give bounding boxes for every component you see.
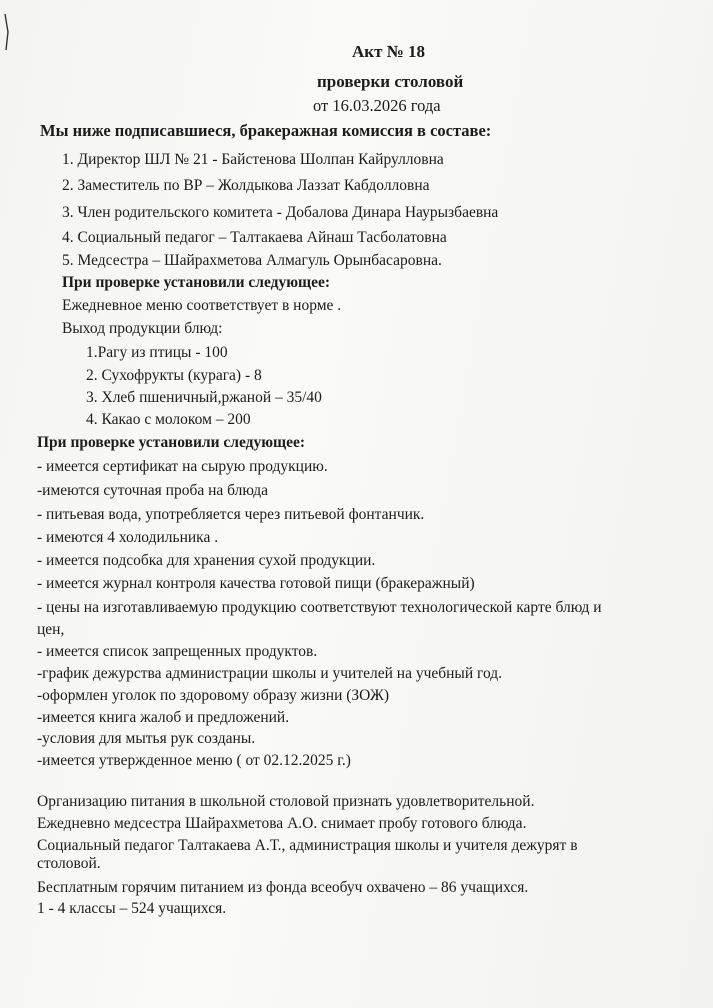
finding-item: -оформлен уголок по здоровому образу жизни (ЗОЖ) bbox=[37, 687, 390, 704]
act-title: Акт № 18 bbox=[352, 42, 426, 61]
finding-item: - питьевая вода, употребляется через питьевой фонтанчик. bbox=[37, 506, 425, 523]
finding-item: цен, bbox=[37, 621, 65, 638]
section-heading: При проверке установили следующее: bbox=[37, 434, 306, 451]
finding-item: - имеется журнал контроля качества готовой пищи (бракеражный) bbox=[37, 575, 475, 592]
dish-item: 3. Хлеб пшеничный,ржаной – 35/40 bbox=[86, 389, 322, 406]
pen-mark bbox=[2, 12, 12, 52]
conclusion-line: Ежедневно медсестра Шайрахметова А.О. снимает пробу готового блюда. bbox=[37, 815, 527, 832]
finding-item: -имеется утвержденное меню ( от 02.12.2025 г.) bbox=[37, 752, 351, 769]
finding-item: -график дежурства администрации школы и учителей на учебный год. bbox=[37, 665, 503, 682]
finding-item: - имеется список запрещенных продуктов. bbox=[37, 643, 318, 660]
finding-item: -имеется книга жалоб и предложений. bbox=[37, 709, 290, 726]
act-date: от 16.03.2026 года bbox=[313, 96, 441, 115]
menu-note: Ежедневное меню соответствует в норме . bbox=[62, 297, 342, 314]
section-heading: При проверке установили следующее: bbox=[62, 274, 331, 291]
dish-item: 2. Сухофрукты (курага) - 8 bbox=[86, 367, 262, 384]
finding-item: - имеется сертификат на сырую продукцию. bbox=[37, 458, 328, 475]
bleed-through-text bbox=[32, 62, 36, 79]
member-line: 5. Медсестра – Шайрахметова Алмагуль Орынбасаровна. bbox=[62, 252, 442, 269]
conclusion-line: Социальный педагог Талтакаева А.Т., администрация школы и учителя дежурят в bbox=[37, 837, 578, 854]
member-line: 3. Член родительского комитета - Добалова Динара Наурызбаевна bbox=[62, 204, 499, 221]
finding-item: - имеется подсобка для хранения сухой продукции. bbox=[37, 552, 376, 569]
conclusion-line: Бесплатным горячим питанием из фонда всеобуч охвачено – 86 учащихся. bbox=[37, 879, 529, 896]
dish-item: 4. Какао с молоком – 200 bbox=[86, 411, 251, 428]
dish-item: 1.Рагу из птицы - 100 bbox=[86, 344, 228, 361]
member-line: 1. Директор ШЛ № 21 - Байстенова Шолпан Кайрулловна bbox=[62, 151, 444, 168]
finding-item: - цены на изготавливаемую продукцию соответствуют технологической карте блюд и bbox=[37, 599, 602, 616]
conclusion-line: столовой. bbox=[37, 855, 101, 872]
intro-line: Мы ниже подписавшиеся, бракеражная комиссия в составе: bbox=[40, 121, 492, 140]
member-line: 4. Социальный педагог – Талтакаева Айнаш Тасболатовна bbox=[62, 229, 447, 246]
conclusion-line: 1 - 4 классы – 524 учащихся. bbox=[37, 900, 227, 917]
yield-heading: Выход продукции блюд: bbox=[62, 320, 223, 337]
finding-item: - имеются 4 холодильника . bbox=[37, 529, 219, 546]
member-line: 2. Заместитель по ВР – Жолдыкова Лаззат Кабдолловна bbox=[62, 177, 430, 194]
act-subtitle: проверки столовой bbox=[317, 72, 464, 91]
finding-item: -условия для мытья рук созданы. bbox=[37, 730, 256, 747]
finding-item: -имеются суточная проба на блюда bbox=[37, 482, 268, 499]
conclusion-line: Организацию питания в школьной столовой признать удовлетворительной. bbox=[37, 793, 535, 810]
